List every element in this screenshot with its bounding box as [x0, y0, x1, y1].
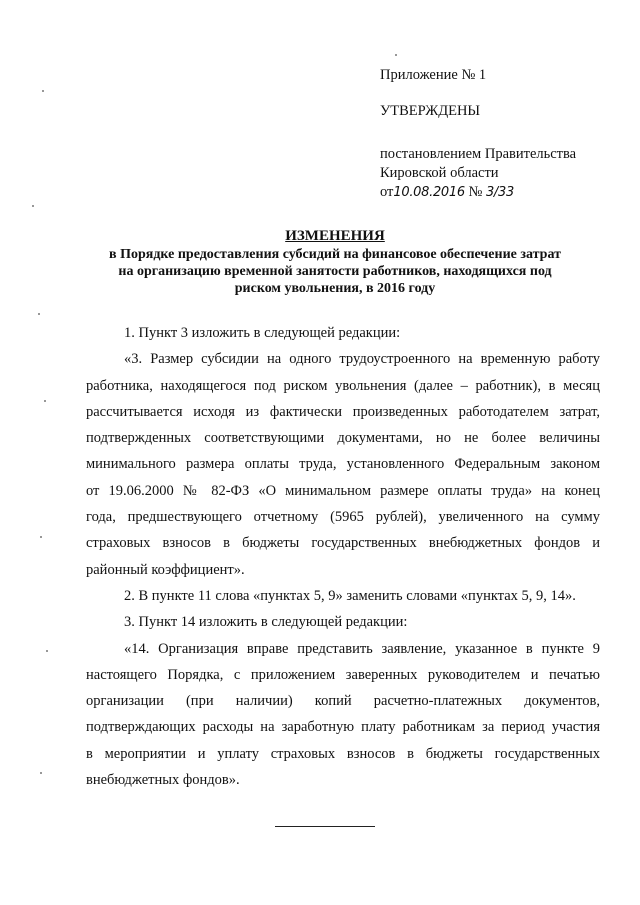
item-1-line: рассчитывается исходя из фактически произведенных работодателем затрат,: [86, 403, 600, 420]
item-1-heading: 1. Пункт 3 изложить в следующей редакции:: [124, 325, 401, 341]
closing-rule: [275, 826, 375, 827]
scan-speck: [44, 400, 46, 402]
title-line-2: на организацию временной занятости работников, находящихся под: [118, 264, 552, 279]
item-1-line: «3. Размер субсидии на одного трудоустроенного на временную работу: [124, 351, 600, 368]
decree-date-line: [380, 183, 620, 202]
decree-line-2: Кировской области: [380, 165, 499, 181]
scan-speck: [38, 313, 40, 315]
item-1-text: [86, 346, 600, 583]
scan-speck: [46, 650, 48, 652]
item-3-line: подтверждающих расходы на заработную плату работникам за период участия: [86, 719, 600, 736]
date-prefix: от: [380, 184, 394, 200]
number-prefix: №: [468, 184, 483, 200]
item-1-line: минимального размера оплаты труда, установленного Федеральным законом: [86, 456, 600, 473]
title-line-3: риском увольнения, в 2016 году: [234, 281, 436, 296]
item-1-line: районный коэффициент».: [86, 561, 245, 578]
appendix-label: Приложение № 1: [380, 67, 487, 83]
item-3-line: в мероприятии и уплату страховых взносов в бюджеты государственных: [86, 745, 600, 762]
item-3-line: внебюджетных фондов».: [86, 772, 240, 789]
decree-line-1: постановлением Правительства: [380, 146, 577, 162]
item-3-line: организации (при наличии) копий расчетно-платежных документов,: [86, 693, 600, 710]
item-1-line: страховых взносов в бюджеты государственных внебюджетных фондов и: [86, 535, 600, 552]
item-1-line: от 19.06.2000 № 82-ФЗ «О минимальном размере оплаты труда» на конец: [86, 482, 600, 499]
item-1-line: года, предшествующего отчетному (5965 рублей), увеличенного на сумму: [86, 509, 600, 526]
handwritten-number: 3/33: [485, 185, 514, 200]
scan-speck: [40, 536, 42, 538]
scan-speck: [42, 90, 44, 92]
item-2-text: 2. В пункте 11 слова «пунктах 5, 9» заменить словами «пунктах 5, 9, 14».: [124, 587, 576, 604]
approval-block: [380, 66, 620, 202]
document-title: [70, 228, 600, 297]
scan-speck: [395, 54, 397, 56]
approved-label: УТВЕРЖДЕНЫ: [380, 103, 481, 119]
document-body: [86, 320, 600, 793]
scan-speck: [32, 205, 34, 207]
title-line-1: в Порядке предоставления субсидий на финансовое обеспечение затрат: [109, 247, 561, 262]
item-3-text: [86, 636, 600, 794]
item-1-line: работника, находящегося под риском увольнения (далее – работник), в месяц: [86, 377, 600, 394]
item-3-line: настоящего Порядка, с приложением заверенных руководителем и печатью: [86, 666, 600, 683]
scan-speck: [40, 772, 42, 774]
handwritten-date: 10.08.2016: [393, 185, 465, 200]
title-main: ИЗМЕНЕНИЯ: [285, 228, 385, 244]
item-3-heading: 3. Пункт 14 изложить в следующей редакции:: [124, 614, 408, 631]
item-1-line: подтвержденных соответствующими документами, но не более величины: [86, 430, 600, 447]
item-3-line: «14. Организация вправе представить заявление, указанное в пункте 9: [124, 640, 600, 657]
